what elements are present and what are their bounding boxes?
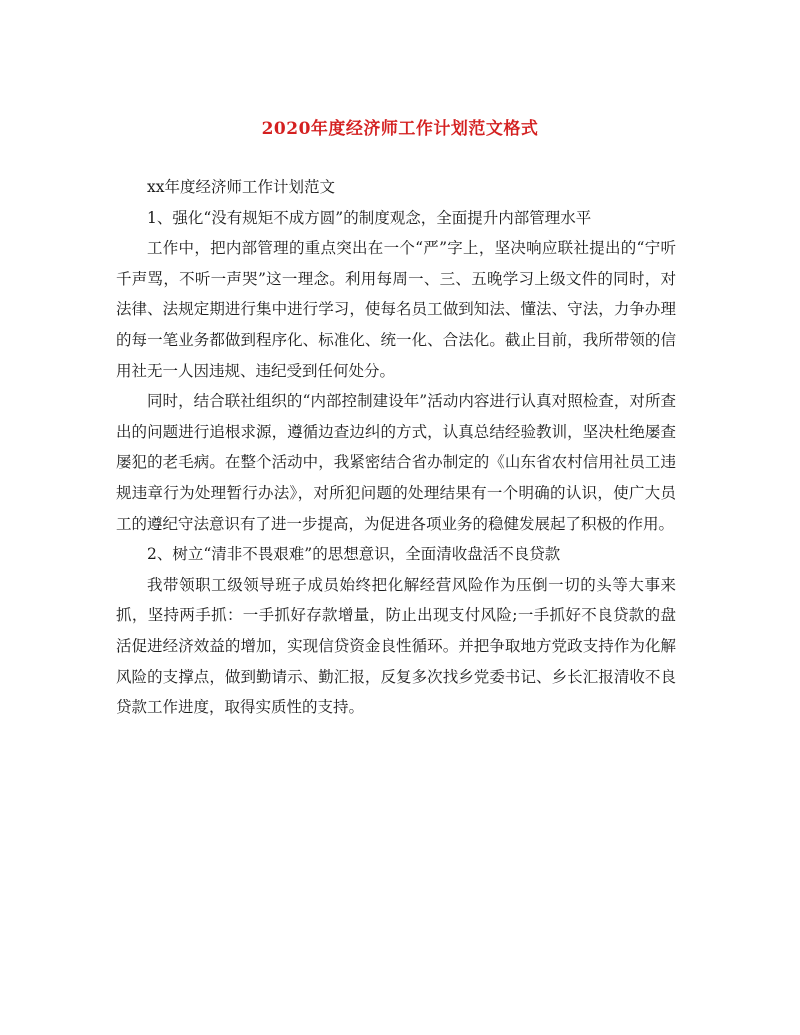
paragraph-heading-2: 2、树立“清非不畏艰难”的思想意识，全面清收盘活不良贷款 xyxy=(147,545,561,564)
paragraph-subtitle: xx年度经济师工作计划范文 xyxy=(147,178,335,196)
paragraph: 同时，结合联社组织的“内部控制建设年”活动内容进行认真对照检查，对所查出的问题进行追根求源，遵循边查边纠的方式，认真总结经验教训，坚决杜绝屡查屡犯的老毛病。在整个活动中，我紧密结合省办制定的《山东省农村信用社员工违规违章行为处理暂行办法》，对所犯问题的处理结果有一个明确的认识，使广大员工的遵纪守法意识有了进一步提高，为促进各项业务的稳健发展起了积极的作用。 xyxy=(116,392,676,533)
paragraph-heading-1: 1、强化“没有规矩不成方圆”的制度观念，全面提升内部管理水平 xyxy=(147,208,592,227)
document-title: 2020年度经济师工作计划范文格式 xyxy=(261,119,539,139)
document-body xyxy=(116,172,676,723)
paragraph: 工作中，把内部管理的重点突出在一个“严”字上，坚决响应联社提出的“宁听千声骂，不听一声哭”这一理念。利用每周一、三、五晚学习上级文件的同时，对法律、法规定期进行集中进行学习，使每名员工做到知法、懂法、守法，力争办理的每一笔业务都做到程序化、标准化、统一化、合法化。截止目前，我所带领的信用社无一人因违规、违纪受到任何处分。 xyxy=(116,239,676,380)
paragraph: 我带领职工级领导班子成员始终把化解经营风险作为压倒一切的头等大事来抓，坚持两手抓：一手抓好存款增量，防止出现支付风险;一手抓好不良贷款的盘活促进经济效益的增加，实现信贷资金良性循环。并把争取地方党政支持作为化解风险的支撑点，做到勤请示、勤汇报，反复多次找乡党委书记、乡长汇报清收不良贷款工作进度，取得实质性的支持。 xyxy=(116,575,676,717)
